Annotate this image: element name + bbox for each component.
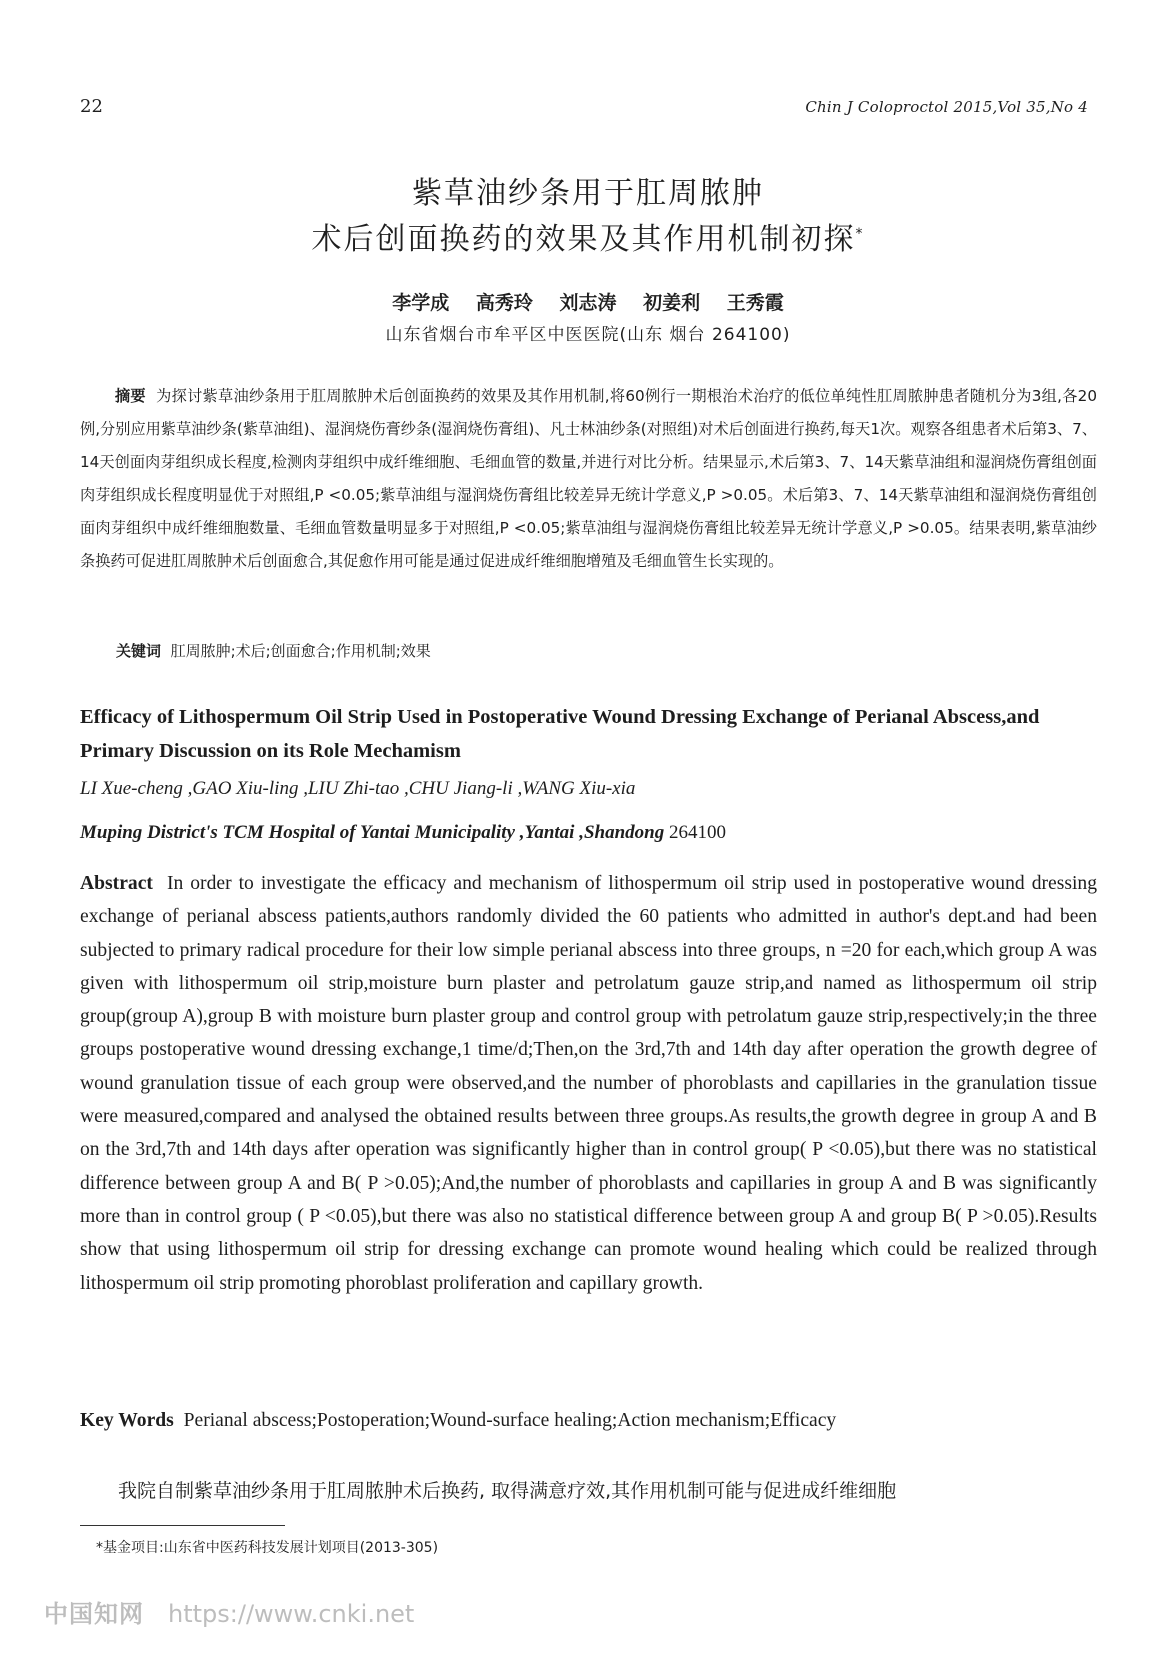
chinese-title-line-1: 紫草油纱条用于肛周脓肿 [412,176,764,211]
footnote: *基金项目:山东省中医药科技发展计划项目(2013-305) [96,1540,439,1556]
page-number: 22 [80,96,103,117]
chinese-authors: 李学成 高秀玲 刘志涛 初姜利 王秀霞 [392,292,784,314]
english-abstract-text: In order to investigate the efficacy and mechanism of lithospermum oil strip used in postoperative wound dressing exchange of perianal abscess patients,authors randomly divided the 60 patients who admitted in author's dept.and had been subjected to primary radical procedure for their low simple perianal abscess into three groups, n =20 for each,which group A was given with lithospermum oil strip,moisture burn plaster and petrolatum gauze strip,and named as lithospermum oil strip group(group A),group B with moisture burn plaster group and control group with petrolatum gauze strip,respectively;in the three groups postoperative wound dressing exchange,1 time/d;Then,on the 3rd,7th and 14th day after operation the growth degree of wound granulation tissue of each group were observed,and the number of phoroblasts and capillaries in the granulation tissue were measured,compared and analysed the obtained results between three groups.As results,the growth degree in group A and B on the 3rd,7th and 14th days after operation was significantly higher than in control group( P <0.05),but there was no statistical difference between group A and B( P >0.05);And,the number of phoroblasts and capillaries in group A and B was significantly more than in control group ( P <0.05),but there was also no statistical difference between group A and group B( P >0.05).Results show that using lithospermum oil strip for dressing exchange can promote wound healing which could be realized through lithospermum oil strip promoting phoroblast proliferation and capillary growth. [80,873,1098,1294]
journal-header: Chin J Coloproctol 2015,Vol 35,No 4 [805,98,1088,116]
english-abstract-label: Abstract [80,873,153,894]
chinese-keywords-text: 肛周脓肿;术后;创面愈合;作用机制;效果 [170,642,431,660]
english-affiliation [80,822,726,844]
chinese-title-line-2 [0,214,1176,258]
english-affiliation-name: Muping District's TCM Hospital of Yantai Municipality ,Yantai ,Shandong [80,822,665,843]
chinese-title-line-2-text: 术后创面换药的效果及其作用机制初探 [311,222,856,257]
english-abstract [80,867,1097,1300]
cnki-watermark [44,1594,414,1629]
english-title: Efficacy of Lithospermum Oil Strip Used in Postoperative Wound Dressing Exchange of Perianal Abscess,and Primary Discussion on its Role Mechamism [80,706,1040,762]
english-keywords-label: Key Words [80,1410,174,1431]
body-text-start: 我院自制紫草油纱条用于肛周脓肿术后换药, 取得满意疗效,其作用机制可能与促进成纤维细胞 [118,1480,897,1502]
english-keywords-text: Perianal abscess;Postoperation;Wound-surface healing;Action mechanism;Efficacy [183,1410,837,1431]
cnki-url: https://www.cnki.net [168,1600,415,1628]
title-footnote-mark: * [855,226,865,242]
chinese-abstract [80,380,1097,578]
english-affiliation-postcode: 264100 [668,822,726,843]
chinese-abstract-label: 摘要 [114,387,146,405]
chinese-abstract-text: 为探讨紫草油纱条用于肛周脓肿术后创面换药的效果及其作用机制,将60例行一期根治术治疗的低位单纯性肛周脓肿患者随机分为3组,各20例,分别应用紫草油纱条(紫草油组)、湿润烧伤膏纱条(湿润烧伤膏组)、凡士林油纱条(对照组)对术后创面进行换药,每天1次。观察各组患者术后第3、7、14天创面肉芽组织成长程度,检测肉芽组织中成纤维细胞、毛细血管的数量,并进行对比分析。结果显示,术后第3、7、14天紫草油组和湿润烧伤膏组创面肉芽组织成长程度明显优于对照组,P <0.05;紫草油组与湿润烧伤膏组比较差异无统计学意义,P >0.05。术后第3、7、14天紫草油组和湿润烧伤膏组创面肉芽组织中成纤维细胞数量、毛细血管数量明显多于对照组,P <0.05;紫草油组与湿润烧伤膏组比较差异无统计学意义,P >0.05。结果表明,紫草油纱条换药可促进肛周脓肿术后创面愈合,其促愈作用可能是通过促进成纤维细胞增殖及毛细血管生长实现的。 [80,387,1098,570]
chinese-affiliation: 山东省烟台市牟平区中医医院(山东 烟台 264100) [385,325,791,345]
english-authors: LI Xue-cheng ,GAO Xiu-ling ,LIU Zhi-tao ,CHU Jiang-li ,WANG Xiu-xia [80,778,636,799]
chinese-keywords-label: 关键词 [116,642,162,660]
cnki-logo: 中国知网 [44,1600,144,1628]
english-keywords [80,1410,836,1432]
footnote-divider [80,1525,285,1526]
chinese-keywords [116,640,431,661]
